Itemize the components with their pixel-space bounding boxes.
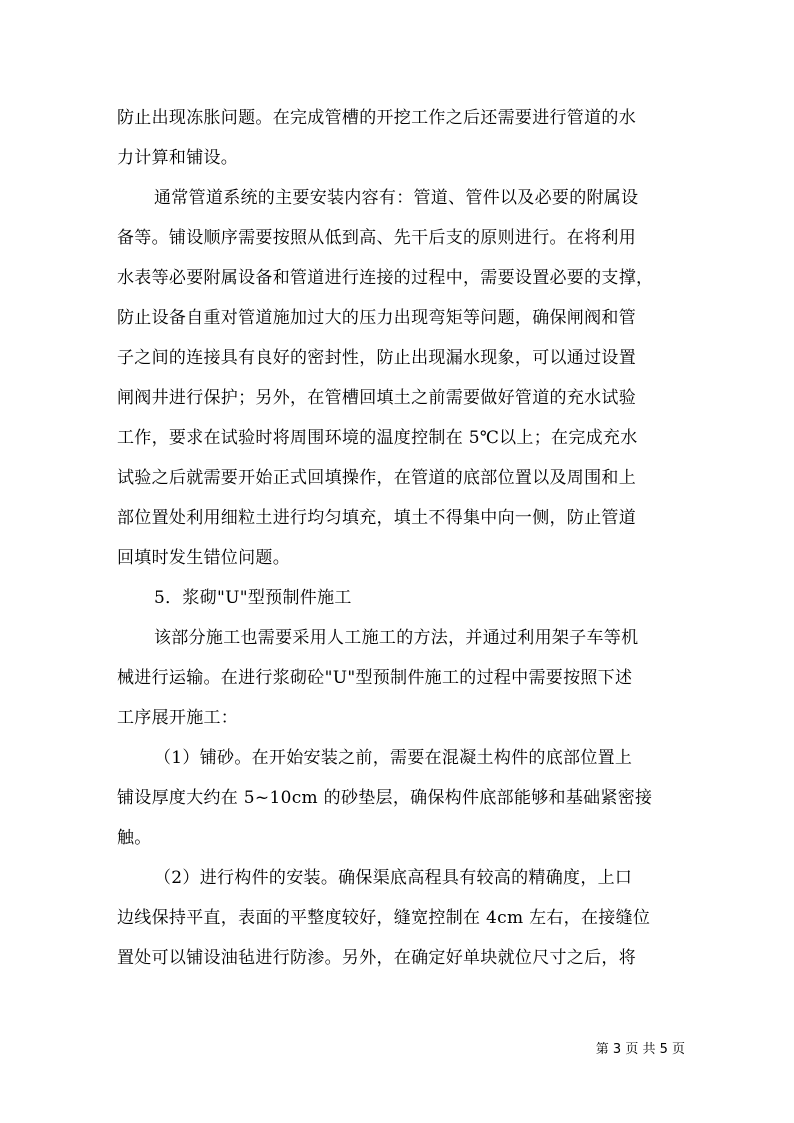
text-line: 触。 [117,828,152,848]
text-line: 水表等必要附属设备和管道进行连接的过程中，需要设置必要的支撑， [117,268,654,288]
text-line: 子之间的连接具有良好的密封性，防止出现漏水现象，可以通过设置 [117,348,636,368]
text-line: 防止设备自重对管道施加过大的压力出现弯矩等问题，确保闸阀和管 [117,308,636,328]
text-line: 工序展开施工： [117,708,239,728]
text-line: 防止出现冻胀问题。在完成管槽的开挖工作之后还需要进行管道的水 [117,108,636,128]
paragraph-start-line: 通常管道系统的主要安装内容有：管道、管件以及必要的附属设 [154,188,639,208]
body-text [117,98,677,978]
text-line: 备等。铺设顺序需要按照从低到高、先干后支的原则进行。在将利用 [117,228,636,248]
text-line: 闸阀井进行保护；另外，在管槽回填土之前需要做好管道的充水试验 [117,388,636,408]
text-line: 械进行运输。在进行浆砌砼"U"型预制件施工的过程中需要按照下述 [117,668,633,688]
page-number: 第 3 页 共 5 页 [595,1042,685,1057]
paragraph-start-line: 该部分施工也需要采用人工施工的方法，并通过利用架子车等机 [154,628,639,648]
text-line: 置处可以铺设油毡进行防渗。另外，在确定好单块就位尺寸之后，将 [117,948,636,968]
text-line: 边线保持平直，表面的平整度较好，缝宽控制在 4cm 左右，在接缝位 [117,908,651,928]
text-line: 试验之后就需要开始正式回填操作，在管道的底部位置以及周围和上 [117,468,636,488]
section-heading: 5．浆砌"U"型预制件施工 [154,588,352,608]
text-line: 力计算和铺设。 [117,148,239,168]
text-line: 部位置处利用细粒土进行均匀填充，填土不得集中向一侧，防止管道 [117,508,636,528]
text-line: 工作，要求在试验时将周围环境的温度控制在 5℃以上；在完成充水 [117,428,638,448]
text-line: 铺设厚度大约在 5~10cm 的砂垫层，确保构件底部能够和基础紧密接 [117,788,653,808]
list-item-start-line: （2）进行构件的安装。确保渠底高程具有较高的精确度，上口 [154,868,633,888]
list-item-start-line: （1）铺砂。在开始安装之前，需要在混凝土构件的底部位置上 [154,748,633,768]
text-line: 回填时发生错位问题。 [117,548,290,568]
